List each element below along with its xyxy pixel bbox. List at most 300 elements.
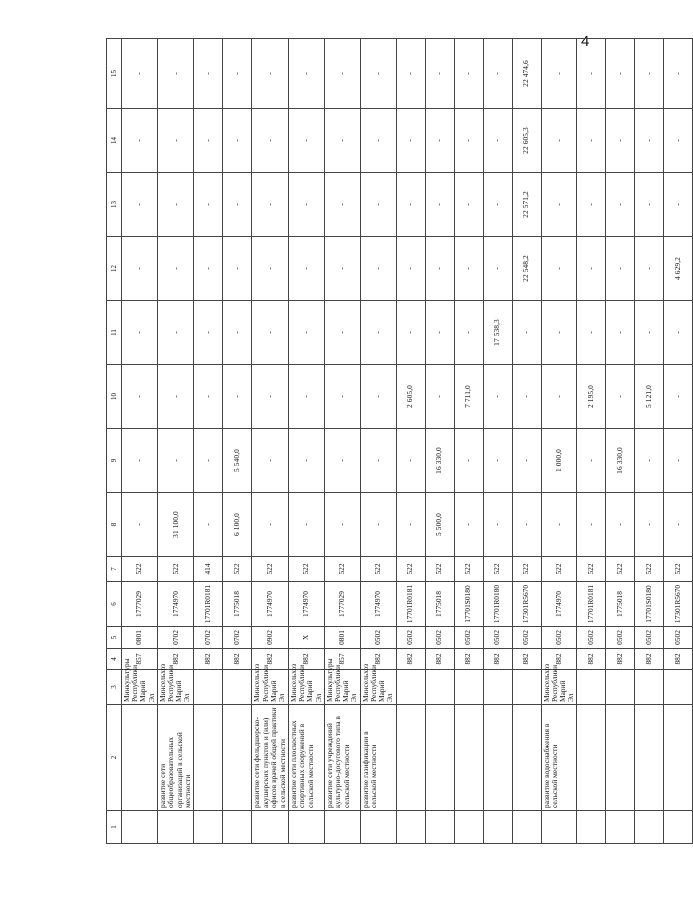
amount-cell: - bbox=[360, 237, 396, 301]
table-row bbox=[541, 39, 577, 844]
amount-cell: - bbox=[223, 365, 252, 429]
column-header: 10 bbox=[107, 365, 122, 429]
table-row bbox=[577, 39, 606, 844]
amount-cell: - bbox=[252, 429, 289, 493]
code-cell: 882 bbox=[194, 649, 223, 670]
code-cell: 522 bbox=[252, 557, 289, 582]
code-cell bbox=[360, 811, 396, 844]
amount-cell: - bbox=[360, 39, 396, 109]
code-cell bbox=[541, 811, 577, 844]
amount-cell: - bbox=[194, 365, 223, 429]
activity-description: развитие сети учреждений культурно-досугового типа в сельской местности bbox=[324, 705, 360, 811]
code-cell: 1774970 bbox=[360, 582, 396, 627]
amount-cell: - bbox=[289, 237, 325, 301]
amount-cell: - bbox=[606, 173, 635, 237]
code-cell: 522 bbox=[425, 557, 454, 582]
activity-description bbox=[664, 705, 693, 811]
amount-cell: - bbox=[223, 301, 252, 365]
code-cell: 0702 bbox=[223, 627, 252, 649]
activity-description bbox=[635, 705, 664, 811]
table-row bbox=[664, 39, 693, 844]
amount-cell: 4 629,2 bbox=[664, 237, 693, 301]
amount-cell: - bbox=[541, 39, 577, 109]
amount-cell: - bbox=[577, 301, 606, 365]
column-header: 7 bbox=[107, 557, 122, 582]
code-cell: 0502 bbox=[360, 627, 396, 649]
table-row bbox=[252, 39, 289, 844]
code-cell: 1774970 bbox=[289, 582, 325, 627]
code-cell: 0502 bbox=[635, 627, 664, 649]
code-cell: X bbox=[289, 627, 325, 649]
amount-cell: - bbox=[252, 301, 289, 365]
amount-cell: - bbox=[577, 237, 606, 301]
amount-cell: - bbox=[541, 173, 577, 237]
amount-cell: - bbox=[664, 493, 693, 557]
code-cell: 522 bbox=[157, 557, 194, 582]
code-cell bbox=[577, 811, 606, 844]
amount-cell: - bbox=[324, 173, 360, 237]
ministry-name: Минкультуры Республики Марий Эл bbox=[122, 670, 158, 705]
amount-cell: - bbox=[157, 109, 194, 173]
amount-cell: 7 711,0 bbox=[454, 365, 483, 429]
code-cell bbox=[454, 811, 483, 844]
amount-cell: - bbox=[360, 301, 396, 365]
amount-cell: - bbox=[360, 173, 396, 237]
code-cell: 1775018 bbox=[425, 582, 454, 627]
amount-cell: - bbox=[454, 39, 483, 109]
amount-cell: 17 538,3 bbox=[483, 301, 512, 365]
amount-cell: - bbox=[252, 173, 289, 237]
code-cell: 17701R0181 bbox=[194, 582, 223, 627]
amount-cell: - bbox=[454, 173, 483, 237]
amount-cell: - bbox=[157, 173, 194, 237]
code-cell: 0502 bbox=[454, 627, 483, 649]
amount-cell: - bbox=[512, 365, 541, 429]
amount-cell: - bbox=[664, 173, 693, 237]
amount-cell: - bbox=[664, 39, 693, 109]
table-row bbox=[289, 39, 325, 844]
amount-cell: - bbox=[396, 493, 425, 557]
amount-cell: - bbox=[223, 237, 252, 301]
table-body bbox=[122, 39, 693, 844]
amount-cell: - bbox=[454, 109, 483, 173]
ministry-name bbox=[577, 670, 606, 705]
code-cell: 882 bbox=[512, 649, 541, 670]
table-row bbox=[223, 39, 252, 844]
budget-table bbox=[106, 38, 693, 844]
code-cell bbox=[635, 811, 664, 844]
code-cell: 0502 bbox=[483, 627, 512, 649]
amount-cell: - bbox=[252, 237, 289, 301]
table-row bbox=[512, 39, 541, 844]
table-row bbox=[324, 39, 360, 844]
code-cell: 857 bbox=[324, 649, 360, 670]
code-cell bbox=[157, 811, 194, 844]
code-cell: 1777029 bbox=[122, 582, 158, 627]
table-row bbox=[454, 39, 483, 844]
activity-description bbox=[483, 705, 512, 811]
code-cell bbox=[122, 811, 158, 844]
amount-cell: - bbox=[425, 301, 454, 365]
amount-cell: - bbox=[324, 429, 360, 493]
amount-cell: - bbox=[577, 39, 606, 109]
code-cell bbox=[324, 811, 360, 844]
column-header: 1 bbox=[107, 811, 122, 844]
code-cell: 882 bbox=[252, 649, 289, 670]
amount-cell: - bbox=[289, 173, 325, 237]
ministry-name bbox=[635, 670, 664, 705]
amount-cell: - bbox=[157, 429, 194, 493]
amount-cell: - bbox=[454, 493, 483, 557]
code-cell: 522 bbox=[541, 557, 577, 582]
code-cell: 882 bbox=[606, 649, 635, 670]
amount-cell: - bbox=[664, 301, 693, 365]
code-cell: 522 bbox=[577, 557, 606, 582]
ministry-name bbox=[512, 670, 541, 705]
amount-cell: - bbox=[396, 429, 425, 493]
amount-cell: - bbox=[606, 493, 635, 557]
amount-cell: - bbox=[360, 493, 396, 557]
amount-cell: - bbox=[194, 429, 223, 493]
code-cell: 17701R0181 bbox=[396, 582, 425, 627]
amount-cell: - bbox=[425, 39, 454, 109]
table-row bbox=[606, 39, 635, 844]
amount-cell: 2 195,0 bbox=[577, 365, 606, 429]
amount-cell: - bbox=[289, 429, 325, 493]
amount-cell: - bbox=[606, 39, 635, 109]
code-cell: 882 bbox=[483, 649, 512, 670]
ministry-name: Минсельхоз Республики Марий Эл bbox=[360, 670, 396, 705]
header-row bbox=[107, 39, 122, 844]
column-header: 14 bbox=[107, 109, 122, 173]
activity-description bbox=[223, 705, 252, 811]
amount-cell: - bbox=[425, 109, 454, 173]
code-cell: 1774970 bbox=[541, 582, 577, 627]
table-row bbox=[122, 39, 158, 844]
code-cell bbox=[289, 811, 325, 844]
amount-cell: - bbox=[324, 109, 360, 173]
amount-cell: - bbox=[122, 493, 158, 557]
column-header: 13 bbox=[107, 173, 122, 237]
amount-cell: 1 000,0 bbox=[541, 429, 577, 493]
amount-cell: - bbox=[194, 237, 223, 301]
amount-cell: - bbox=[252, 39, 289, 109]
amount-cell: - bbox=[483, 429, 512, 493]
code-cell: 522 bbox=[635, 557, 664, 582]
amount-cell: 5 121,0 bbox=[635, 365, 664, 429]
column-header: 3 bbox=[107, 670, 122, 705]
activity-description bbox=[194, 705, 223, 811]
amount-cell: - bbox=[635, 173, 664, 237]
amount-cell: - bbox=[396, 237, 425, 301]
amount-cell: - bbox=[324, 301, 360, 365]
amount-cell: - bbox=[252, 109, 289, 173]
column-header: 15 bbox=[107, 39, 122, 109]
amount-cell: - bbox=[577, 493, 606, 557]
code-cell: 522 bbox=[606, 557, 635, 582]
amount-cell: - bbox=[541, 301, 577, 365]
column-header: 6 bbox=[107, 582, 122, 627]
amount-cell: - bbox=[664, 429, 693, 493]
code-cell: 882 bbox=[289, 649, 325, 670]
column-header: 4 bbox=[107, 649, 122, 670]
code-cell: 882 bbox=[577, 649, 606, 670]
ministry-name: Минсельхоз Республики Марий Эл bbox=[541, 670, 577, 705]
ministry-name bbox=[223, 670, 252, 705]
amount-cell: - bbox=[606, 237, 635, 301]
ministry-name bbox=[483, 670, 512, 705]
amount-cell: - bbox=[483, 173, 512, 237]
code-cell: 0502 bbox=[664, 627, 693, 649]
amount-cell: - bbox=[454, 301, 483, 365]
amount-cell: - bbox=[360, 365, 396, 429]
ministry-name: Минкультуры Республики Марий Эл bbox=[324, 670, 360, 705]
amount-cell: - bbox=[252, 493, 289, 557]
code-cell: 522 bbox=[664, 557, 693, 582]
amount-cell: - bbox=[122, 237, 158, 301]
amount-cell: - bbox=[289, 301, 325, 365]
amount-cell: - bbox=[425, 173, 454, 237]
code-cell: 0702 bbox=[194, 627, 223, 649]
amount-cell: 22 548,2 bbox=[512, 237, 541, 301]
amount-cell: - bbox=[324, 365, 360, 429]
code-cell: 0502 bbox=[425, 627, 454, 649]
code-cell: 857 bbox=[122, 649, 158, 670]
amount-cell: - bbox=[664, 109, 693, 173]
amount-cell: - bbox=[223, 173, 252, 237]
amount-cell: - bbox=[512, 301, 541, 365]
amount-cell: - bbox=[396, 173, 425, 237]
column-header: 11 bbox=[107, 301, 122, 365]
amount-cell: - bbox=[577, 109, 606, 173]
amount-cell: - bbox=[122, 109, 158, 173]
table-row bbox=[194, 39, 223, 844]
code-cell bbox=[223, 811, 252, 844]
amount-cell: - bbox=[483, 237, 512, 301]
amount-cell: - bbox=[289, 365, 325, 429]
code-cell: 522 bbox=[360, 557, 396, 582]
amount-cell: - bbox=[122, 365, 158, 429]
amount-cell: - bbox=[157, 365, 194, 429]
code-cell: 0902 bbox=[252, 627, 289, 649]
code-cell: 0502 bbox=[512, 627, 541, 649]
amount-cell: - bbox=[157, 301, 194, 365]
ministry-name: Минсельхоз Республики Марий Эл bbox=[157, 670, 194, 705]
amount-cell: 16 330,0 bbox=[425, 429, 454, 493]
table-row bbox=[396, 39, 425, 844]
code-cell: 17301R5670 bbox=[512, 582, 541, 627]
amount-cell: - bbox=[606, 365, 635, 429]
amount-cell: - bbox=[541, 365, 577, 429]
amount-cell: - bbox=[541, 493, 577, 557]
code-cell: 522 bbox=[512, 557, 541, 582]
code-cell: 882 bbox=[664, 649, 693, 670]
code-cell: 522 bbox=[454, 557, 483, 582]
code-cell bbox=[483, 811, 512, 844]
code-cell bbox=[425, 811, 454, 844]
column-header: 8 bbox=[107, 493, 122, 557]
rotated-sheet bbox=[106, 39, 683, 844]
amount-cell: - bbox=[122, 301, 158, 365]
amount-cell: - bbox=[360, 429, 396, 493]
code-cell: 522 bbox=[223, 557, 252, 582]
amount-cell: - bbox=[635, 237, 664, 301]
code-cell: 17701R0180 bbox=[483, 582, 512, 627]
amount-cell: - bbox=[664, 365, 693, 429]
amount-cell: - bbox=[635, 39, 664, 109]
ministry-name bbox=[606, 670, 635, 705]
code-cell: 882 bbox=[396, 649, 425, 670]
code-cell: 522 bbox=[396, 557, 425, 582]
activity-description: развитие газификации в сельской местности bbox=[360, 705, 396, 811]
code-cell: 522 bbox=[122, 557, 158, 582]
activity-description bbox=[425, 705, 454, 811]
code-cell: 882 bbox=[541, 649, 577, 670]
amount-cell: - bbox=[541, 237, 577, 301]
amount-cell: - bbox=[483, 493, 512, 557]
amount-cell: - bbox=[289, 493, 325, 557]
ministry-name bbox=[664, 670, 693, 705]
amount-cell: - bbox=[252, 365, 289, 429]
column-header: 5 bbox=[107, 627, 122, 649]
activity-description bbox=[577, 705, 606, 811]
amount-cell: - bbox=[396, 109, 425, 173]
code-cell bbox=[252, 811, 289, 844]
table-row bbox=[157, 39, 194, 844]
code-cell: 414 bbox=[194, 557, 223, 582]
amount-cell: - bbox=[606, 301, 635, 365]
code-cell: 882 bbox=[223, 649, 252, 670]
code-cell: 882 bbox=[425, 649, 454, 670]
amount-cell: 2 605,0 bbox=[396, 365, 425, 429]
amount-cell: - bbox=[454, 237, 483, 301]
amount-cell: - bbox=[360, 109, 396, 173]
amount-cell: - bbox=[541, 109, 577, 173]
amount-cell: - bbox=[635, 429, 664, 493]
amount-cell: - bbox=[122, 429, 158, 493]
code-cell: 0801 bbox=[324, 627, 360, 649]
table-row bbox=[425, 39, 454, 844]
amount-cell: - bbox=[577, 173, 606, 237]
column-header: 9 bbox=[107, 429, 122, 493]
amount-cell: - bbox=[122, 39, 158, 109]
activity-description: развитие сети фельдшерско-акушерских пунктов и (или) офисов врачей общей практики в сельской местности bbox=[252, 705, 289, 811]
code-cell: 17301R5670 bbox=[664, 582, 693, 627]
amount-cell: - bbox=[512, 429, 541, 493]
amount-cell: - bbox=[223, 39, 252, 109]
code-cell: 1774970 bbox=[252, 582, 289, 627]
amount-cell: - bbox=[606, 109, 635, 173]
code-cell: 882 bbox=[360, 649, 396, 670]
amount-cell: - bbox=[396, 301, 425, 365]
code-cell: 0502 bbox=[541, 627, 577, 649]
ministry-name: Минсельхоз Республики Марий Эл bbox=[289, 670, 325, 705]
page-number: 4 bbox=[581, 33, 590, 50]
amount-cell: - bbox=[289, 109, 325, 173]
activity-description bbox=[512, 705, 541, 811]
amount-cell: - bbox=[223, 109, 252, 173]
code-cell bbox=[512, 811, 541, 844]
ministry-name bbox=[425, 670, 454, 705]
table-row bbox=[483, 39, 512, 844]
amount-cell: - bbox=[425, 237, 454, 301]
amount-cell: - bbox=[324, 493, 360, 557]
code-cell: 0502 bbox=[606, 627, 635, 649]
activity-description: развитие водоснабжения в сельской местности bbox=[541, 705, 577, 811]
column-header: 2 bbox=[107, 705, 122, 811]
code-cell: 0702 bbox=[157, 627, 194, 649]
code-cell bbox=[664, 811, 693, 844]
amount-cell: - bbox=[635, 301, 664, 365]
amount-cell: - bbox=[194, 39, 223, 109]
amount-cell: 31 100,0 bbox=[157, 493, 194, 557]
amount-cell: - bbox=[324, 237, 360, 301]
amount-cell: - bbox=[483, 109, 512, 173]
code-cell: 522 bbox=[289, 557, 325, 582]
activity-description bbox=[454, 705, 483, 811]
amount-cell: - bbox=[194, 109, 223, 173]
code-cell: 1777029 bbox=[324, 582, 360, 627]
code-cell: 0502 bbox=[396, 627, 425, 649]
amount-cell: - bbox=[194, 493, 223, 557]
activity-description bbox=[396, 705, 425, 811]
amount-cell: 22 474,6 bbox=[512, 39, 541, 109]
amount-cell: 16 330,0 bbox=[606, 429, 635, 493]
activity-description bbox=[122, 705, 158, 811]
amount-cell: 5 540,0 bbox=[223, 429, 252, 493]
amount-cell: - bbox=[122, 173, 158, 237]
column-header: 12 bbox=[107, 237, 122, 301]
ministry-name: Минсельхоз Республики Марий Эл bbox=[252, 670, 289, 705]
activity-description: развитие сети плоскостных спортивных сооружений в сельской местности bbox=[289, 705, 325, 811]
amount-cell: - bbox=[635, 109, 664, 173]
code-cell: 882 bbox=[454, 649, 483, 670]
amount-cell: - bbox=[483, 39, 512, 109]
code-cell: 1774970 bbox=[157, 582, 194, 627]
amount-cell: - bbox=[289, 39, 325, 109]
code-cell: 522 bbox=[483, 557, 512, 582]
code-cell: 17701S0180 bbox=[454, 582, 483, 627]
activity-description: развитие сети общеобразовательных организаций в сельской местности bbox=[157, 705, 194, 811]
code-cell: 1775018 bbox=[223, 582, 252, 627]
code-cell: 522 bbox=[324, 557, 360, 582]
code-cell: 882 bbox=[635, 649, 664, 670]
amount-cell: - bbox=[324, 39, 360, 109]
code-cell bbox=[194, 811, 223, 844]
code-cell: 17701S0180 bbox=[635, 582, 664, 627]
amount-cell: - bbox=[577, 429, 606, 493]
code-cell: 17701R0181 bbox=[577, 582, 606, 627]
activity-description bbox=[606, 705, 635, 811]
table-row bbox=[360, 39, 396, 844]
code-cell: 882 bbox=[157, 649, 194, 670]
amount-cell: - bbox=[194, 301, 223, 365]
table-row bbox=[635, 39, 664, 844]
amount-cell: - bbox=[396, 39, 425, 109]
code-cell: 0502 bbox=[577, 627, 606, 649]
code-cell: 1775018 bbox=[606, 582, 635, 627]
amount-cell: - bbox=[483, 365, 512, 429]
code-cell bbox=[396, 811, 425, 844]
amount-cell: - bbox=[425, 365, 454, 429]
code-cell: 0801 bbox=[122, 627, 158, 649]
amount-cell: - bbox=[194, 173, 223, 237]
amount-cell: - bbox=[157, 237, 194, 301]
amount-cell: - bbox=[157, 39, 194, 109]
amount-cell: - bbox=[512, 493, 541, 557]
amount-cell: - bbox=[635, 493, 664, 557]
ministry-name bbox=[194, 670, 223, 705]
